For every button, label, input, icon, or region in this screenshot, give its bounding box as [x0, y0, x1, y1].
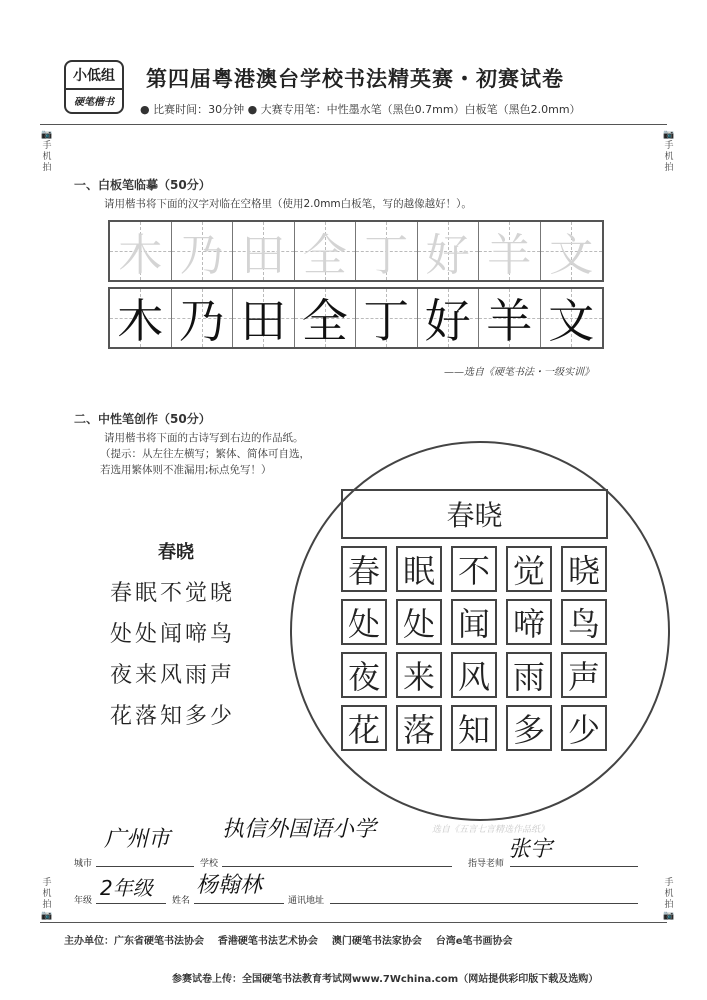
practice-cell	[479, 289, 541, 347]
grid-character: 田	[240, 294, 287, 348]
work-cell: 处	[341, 599, 387, 645]
grid-character: 文	[549, 230, 594, 281]
work-cell: 知	[451, 705, 497, 751]
page-subtitle: ● 比赛时间：30分钟 ● 大赛专用笔：中性墨水笔（黑色0.7mm）白板笔（黑色2.0mm）	[140, 103, 581, 116]
trace-cell	[541, 222, 603, 280]
footer-divider	[40, 922, 667, 923]
trace-cell	[295, 222, 357, 280]
name-field[interactable]	[194, 903, 284, 904]
camera-icon: 📷	[41, 911, 53, 921]
school-value: 执信外国语小学	[222, 817, 377, 842]
grid-character: 乃	[179, 230, 224, 281]
side-label-left-bottom: 手机拍 📷	[41, 878, 53, 921]
side-label-right-top: 📷 手机拍	[663, 130, 675, 173]
poem-line: 夜来风雨声	[110, 663, 236, 688]
city-field[interactable]	[96, 866, 194, 867]
camera-icon: 📷	[663, 130, 675, 140]
work-cell: 觉	[506, 546, 552, 592]
grid-character: 文	[548, 294, 595, 348]
header-divider	[40, 124, 667, 125]
school-field[interactable]	[222, 866, 452, 867]
trace-cell	[172, 222, 234, 280]
work-cell: 多	[506, 705, 552, 751]
teacher-field[interactable]	[510, 866, 638, 867]
city-label: 城市	[74, 859, 93, 869]
work-cell: 来	[396, 652, 442, 698]
work-cell: 风	[451, 652, 497, 698]
work-cell: 少	[561, 705, 607, 751]
city-value: 广州市	[104, 827, 171, 852]
grid-character: 乃	[178, 294, 225, 348]
grid-character: 羊	[486, 294, 533, 348]
poem-title: 春晓	[158, 542, 194, 563]
practice-cell	[295, 289, 357, 347]
faint-source-text: 选自《五言七言精选作品纸》	[432, 825, 550, 835]
work-cell: 雨	[506, 652, 552, 698]
practice-cell	[233, 289, 295, 347]
work-cell: 声	[561, 652, 607, 698]
grid-character: 全	[302, 230, 347, 281]
work-cell: 不	[451, 546, 497, 592]
work-cell: 夜	[341, 652, 387, 698]
section1-instruction: 请用楷书将下面的汉字对临在空格里（使用2.0mm白板笔，写的越像越好！）。	[104, 198, 472, 210]
work-cell: 落	[396, 705, 442, 751]
poem-line: 处处闻啼鸟	[110, 622, 236, 647]
work-cell: 春	[341, 546, 387, 592]
teacher-label: 指导老师	[468, 859, 505, 869]
practice-cell	[110, 289, 172, 347]
practice-cell	[541, 289, 603, 347]
trace-cell	[356, 222, 418, 280]
work-cell: 啼	[506, 599, 552, 645]
work-cell: 眠	[396, 546, 442, 592]
camera-icon: 📷	[663, 911, 675, 921]
grid-character: 木	[118, 230, 163, 281]
group-badge	[64, 60, 124, 114]
trace-cell	[233, 222, 295, 280]
work-title-box[interactable]	[341, 489, 608, 539]
work-cell: 处	[396, 599, 442, 645]
trace-cell	[418, 222, 480, 280]
practice-cell	[356, 289, 418, 347]
name-value: 杨翰林	[196, 873, 263, 898]
trace-cell	[479, 222, 541, 280]
grid-character: 好	[425, 230, 470, 281]
grid-character: 丁	[364, 230, 409, 281]
address-label: 通讯地址	[288, 896, 325, 906]
trace-grid	[108, 220, 604, 282]
practice-cell	[418, 289, 480, 347]
side-label-right-bottom: 手机拍 📷	[663, 878, 675, 921]
grade-value: 2年级	[100, 876, 153, 900]
grid-character: 好	[424, 294, 471, 348]
poem-line: 花落知多少	[110, 704, 236, 729]
upload-text: 参赛试卷上传：全国硬笔书法教育考试网www.7Wchina.com（网站提供彩印版下载及选购）	[172, 974, 599, 985]
section2-heading: 二、中性笔创作（50分）	[74, 412, 211, 426]
camera-icon: 📷	[41, 130, 53, 140]
grade-field[interactable]	[96, 903, 166, 904]
grade-label: 年级	[74, 896, 93, 906]
grid-character: 全	[301, 294, 348, 348]
work-cell: 闻	[451, 599, 497, 645]
address-field[interactable]	[330, 903, 638, 904]
work-title: 春晓	[446, 499, 503, 532]
grid-character: 羊	[487, 230, 532, 281]
badge-style: 硬笔楷书	[74, 97, 114, 108]
grid-character: 木	[117, 294, 164, 348]
work-cell: 鸟	[561, 599, 607, 645]
work-cell: 晓	[561, 546, 607, 592]
practice-grid[interactable]	[108, 287, 604, 349]
section2-instruction-3: 若选用繁体则不准漏用;标点免写！）	[100, 464, 272, 476]
work-cell: 花	[341, 705, 387, 751]
side-label-left-top: 📷 手机拍	[41, 130, 53, 173]
page-title: 第四届粤港澳台学校书法精英赛・初赛试卷	[146, 66, 564, 91]
section2-instruction-1: 请用楷书将下面的古诗写到右边的作品纸。	[104, 432, 304, 444]
section1-heading: 一、白板笔临摹（50分）	[74, 178, 211, 192]
section2-instruction-2: （提示：从左往左横写；繁体、简体可自选，	[100, 448, 310, 460]
name-label: 姓名	[172, 896, 191, 906]
practice-cell	[172, 289, 234, 347]
trace-cell	[110, 222, 172, 280]
grid-character: 田	[241, 230, 286, 281]
organizers-text: 主办单位：广东省硬笔书法协会 香港硬笔书法艺术协会 澳门硬笔书法家协会 台湾e笔书画协会	[64, 936, 513, 947]
badge-group: 小低组	[66, 65, 122, 90]
school-label: 学校	[200, 859, 219, 869]
teacher-value: 张宇	[508, 837, 553, 862]
section1-source: ——选自《硬笔书法・一级实训》	[444, 367, 594, 378]
grid-character: 丁	[363, 294, 410, 348]
poem-line: 春眠不觉晓	[110, 581, 236, 606]
